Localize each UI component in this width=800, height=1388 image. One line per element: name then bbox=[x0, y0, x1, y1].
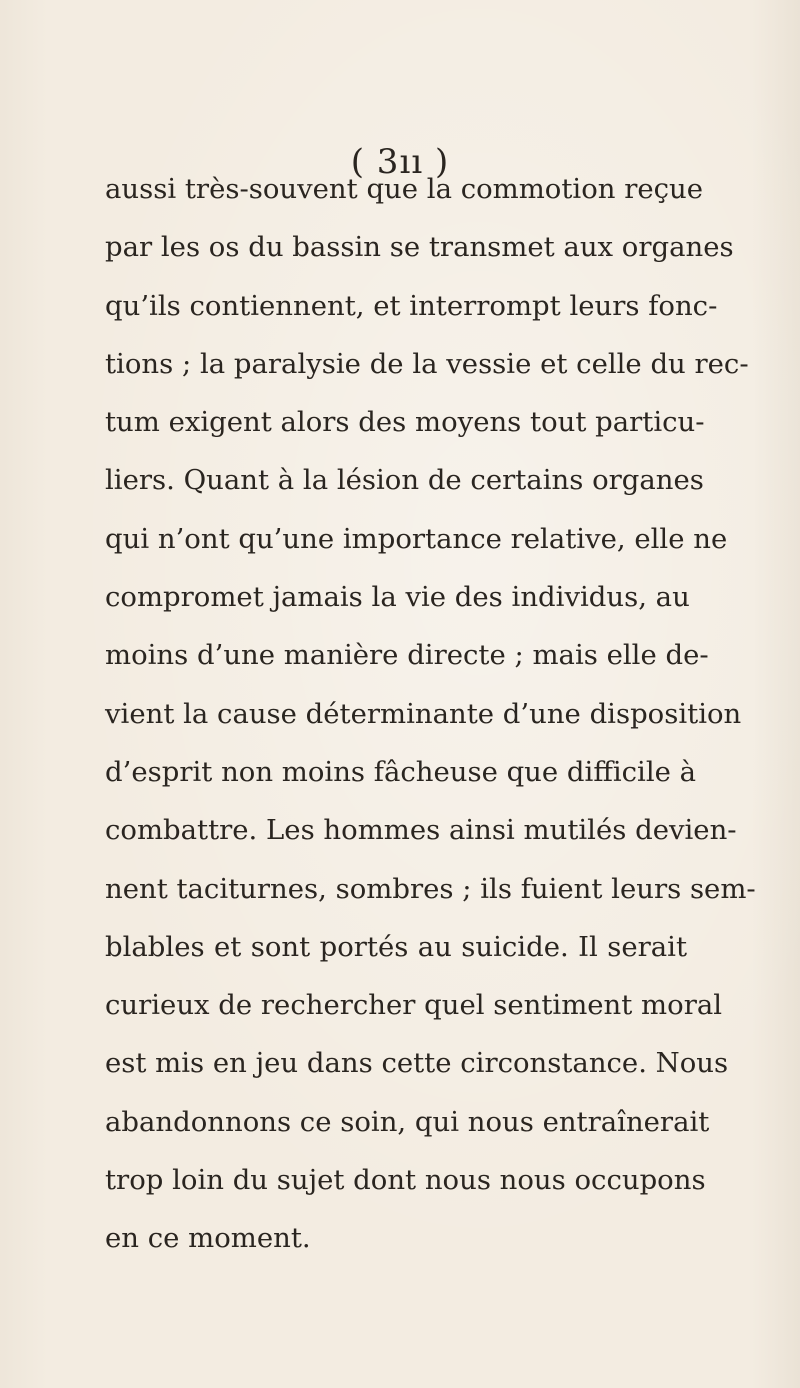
text-line-13: nent taciturnes, sombres ; ils fuient leurs sem- bbox=[105, 872, 756, 905]
text-line-1: aussi très-souvent que la commotion reçue bbox=[105, 173, 704, 205]
text-line-11: d’esprit non moins fâcheuse que difficile à bbox=[105, 755, 697, 788]
text-line-14: blables et sont portés au suicide. Il serait bbox=[105, 930, 687, 963]
text-line-2: par les os du bassin se transmet aux organes bbox=[105, 231, 734, 264]
text-line-12: combattre. Les hommes ainsi mutilés devien- bbox=[105, 814, 737, 847]
text-line-3: qu’ils contiennent, et interrompt leurs fonc- bbox=[105, 289, 718, 322]
text-line-10: vient la cause déterminante d’une disposition bbox=[105, 697, 742, 730]
text-line-18: trop loin du sujet dont nous nous occupons bbox=[105, 1164, 706, 1197]
text-line-15: curieux de rechercher quel sentiment moral bbox=[105, 989, 723, 1022]
text-line-9: moins d’une manière directe ; mais elle de- bbox=[105, 639, 709, 672]
text-line-6: liers. Quant à la lésion de certains organes bbox=[105, 464, 704, 497]
text-line-4: tions ; la paralysie de la vessie et celle du rec- bbox=[105, 347, 749, 380]
text-line-7: qui n’ont qu’une importance relative, elle ne bbox=[105, 522, 728, 555]
text-line-16: est mis en jeu dans cette circonstance. Nous bbox=[105, 1047, 729, 1080]
page-number: ( 3ıı ) bbox=[350, 142, 450, 182]
body-text bbox=[105, 160, 756, 1268]
text-line-8: compromet jamais la vie des individus, au bbox=[105, 581, 690, 614]
text-line-5: tum exigent alors des moyens tout particu- bbox=[105, 406, 705, 439]
text-line-19: en ce moment. bbox=[105, 1222, 311, 1255]
text-line-17: abandonnons ce soin, qui nous entraînerait bbox=[105, 1105, 710, 1138]
